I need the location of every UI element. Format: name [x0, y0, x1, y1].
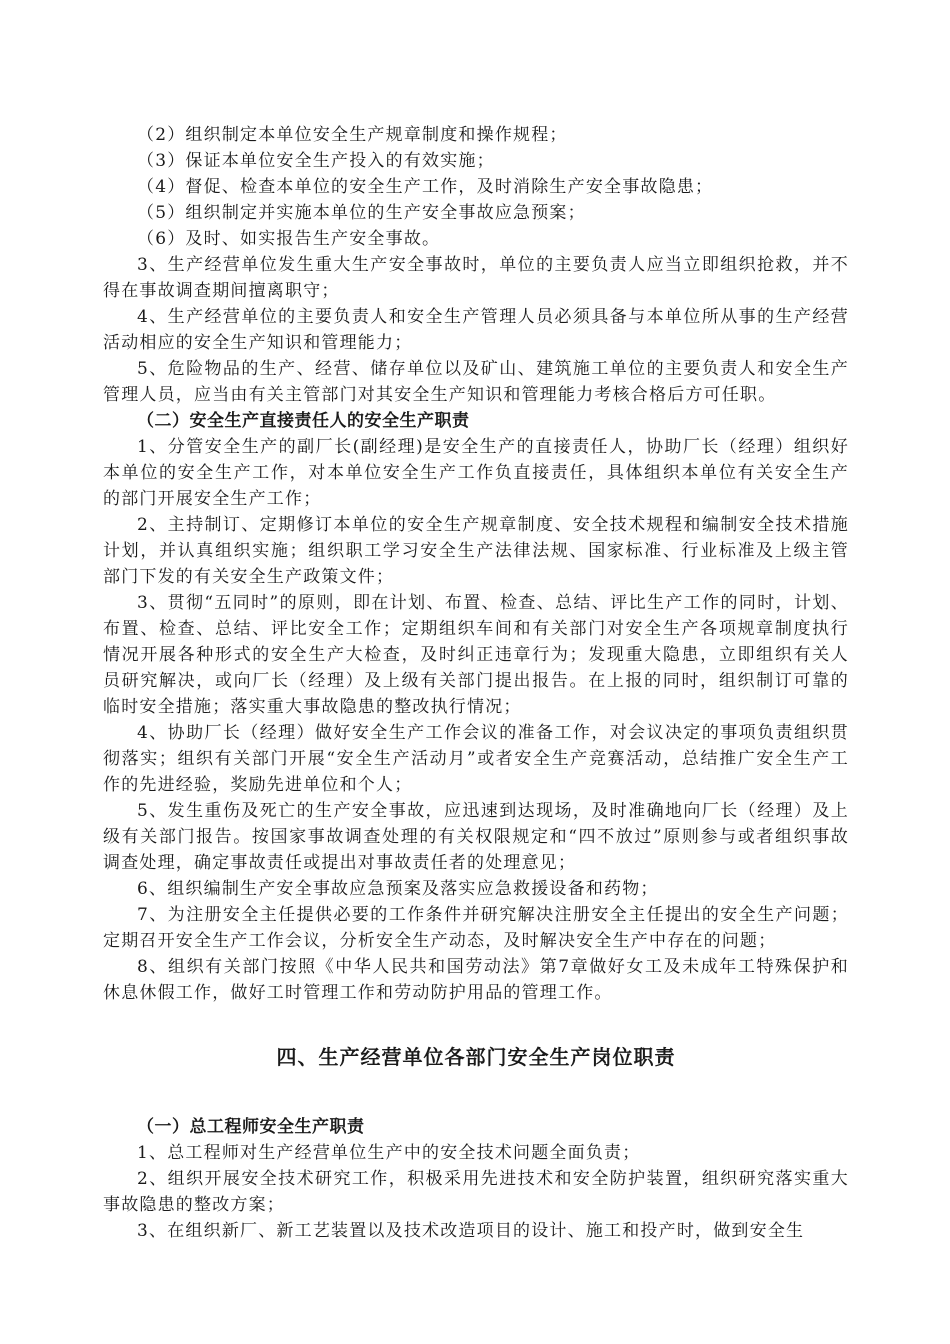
paragraph-direct-8: 8、组织有关部门按照《中华人民共和国劳动法》第7章做好女工及未成年工特殊保护和休息休假工作，做好工时管理工作和劳动防护用品的管理工作。 — [103, 957, 849, 1003]
paragraph-direct-5: 5、发生重伤及死亡的生产安全事故，应迅速到达现场，及时准确地向厂长（经理）及上级有关部门报告。按国家事故调查处理的有关权限规定和“四不放过”原则参与或者组织事故调查处理，确定事故责任或提出对事故责任者的处理意见； — [103, 801, 849, 873]
document-page — [103, 122, 849, 1244]
paragraph-clause-4: 4、生产经营单位的主要负责人和安全生产管理人员必须具备与本单位所从事的生产经营活动相应的安全生产知识和管理能力； — [103, 307, 849, 353]
paragraph-direct-4: 4、协助厂长（经理）做好安全生产工作会议的准备工作，对会议决定的事项负责组织贯彻落实；组织有关部门开展“安全生产活动月”或者安全生产竞赛活动，总结推广安全生产工作的先进经验，奖励先进单位和个人； — [103, 723, 849, 795]
paragraph-item-6: （6）及时、如实报告生产安全事故。 — [137, 229, 441, 249]
paragraph-engineer-2: 2、组织开展安全技术研究工作，积极采用先进技术和安全防护装置，组织研究落实重大事故隐患的整改方案； — [103, 1169, 849, 1215]
paragraph-clause-5: 5、危险物品的生产、经营、储存单位以及矿山、建筑施工单位的主要负责人和安全生产管理人员，应当由有关主管部门对其安全生产知识和管理能力考核合格后方可任职。 — [103, 359, 849, 405]
paragraph-item-2: （2）组织制定本单位安全生产规章制度和操作规程； — [137, 125, 568, 145]
paragraph-direct-7: 7、为注册安全主任提供必要的工作条件并研究解决注册安全主任提出的安全生产问题；定期召开安全生产工作会议，分析安全生产动态，及时解决安全生产中存在的问题； — [103, 905, 849, 951]
section-title: 四、生产经营单位各部门安全生产岗位职责 — [276, 1045, 676, 1069]
paragraph-item-4: （4）督促、检查本单位的安全生产工作，及时消除生产安全事故隐患； — [137, 177, 714, 197]
subheading-direct-responsibility: （二）安全生产直接责任人的安全生产职责 — [137, 411, 470, 431]
paragraph-direct-6: 6、组织编制生产安全事故应急预案及落实应急救援设备和药物； — [137, 879, 659, 899]
subheading-chief-engineer: （一）总工程师安全生产职责 — [137, 1117, 365, 1137]
paragraph-engineer-3: 3、在组织新厂、新工艺装置以及技术改造项目的设计、施工和投产时，做到安全生 — [137, 1221, 805, 1241]
paragraph-engineer-1: 1、总工程师对生产经营单位生产中的安全技术问题全面负责； — [137, 1143, 641, 1163]
paragraph-direct-3: 3、贯彻“五同时”的原则，即在计划、布置、检查、总结、评比生产工作的同时，计划、布置、检查、总结、评比安全工作；定期组织车间和有关部门对安全生产各项规章制度执行情况开展各种形式的安全生产大检查，及时纠正违章行为；发现重大隐患，立即组织有关人员研究解决，或向厂长（经理）及上级有关部门提出报告。在上报的同时，组织制订可靠的临时安全措施；落实重大事故隐患的整改执行情况； — [103, 593, 849, 717]
paragraph-item-5: （5）组织制定并实施本单位的生产安全事故应急预案； — [137, 203, 586, 223]
paragraph-direct-2: 2、主持制订、定期修订本单位的安全生产规章制度、安全技术规程和编制安全技术措施计划，并认真组织实施；组织职工学习安全生产法律法规、国家标准、行业标准及上级主管部门下发的有关安全生产政策文件； — [103, 515, 849, 587]
paragraph-item-3: （3）保证本单位安全生产投入的有效实施； — [137, 151, 495, 171]
paragraph-direct-1: 1、分管安全生产的副厂长(副经理)是安全生产的直接责任人，协助厂长（经理）组织好本单位的安全生产工作，对本单位安全生产工作负直接责任，具体组织本单位有关安全生产的部门开展安全生产工作； — [103, 437, 849, 509]
paragraph-clause-3: 3、生产经营单位发生重大生产安全事故时，单位的主要负责人应当立即组织抢救，并不得在事故调查期间擅离职守； — [103, 255, 849, 301]
